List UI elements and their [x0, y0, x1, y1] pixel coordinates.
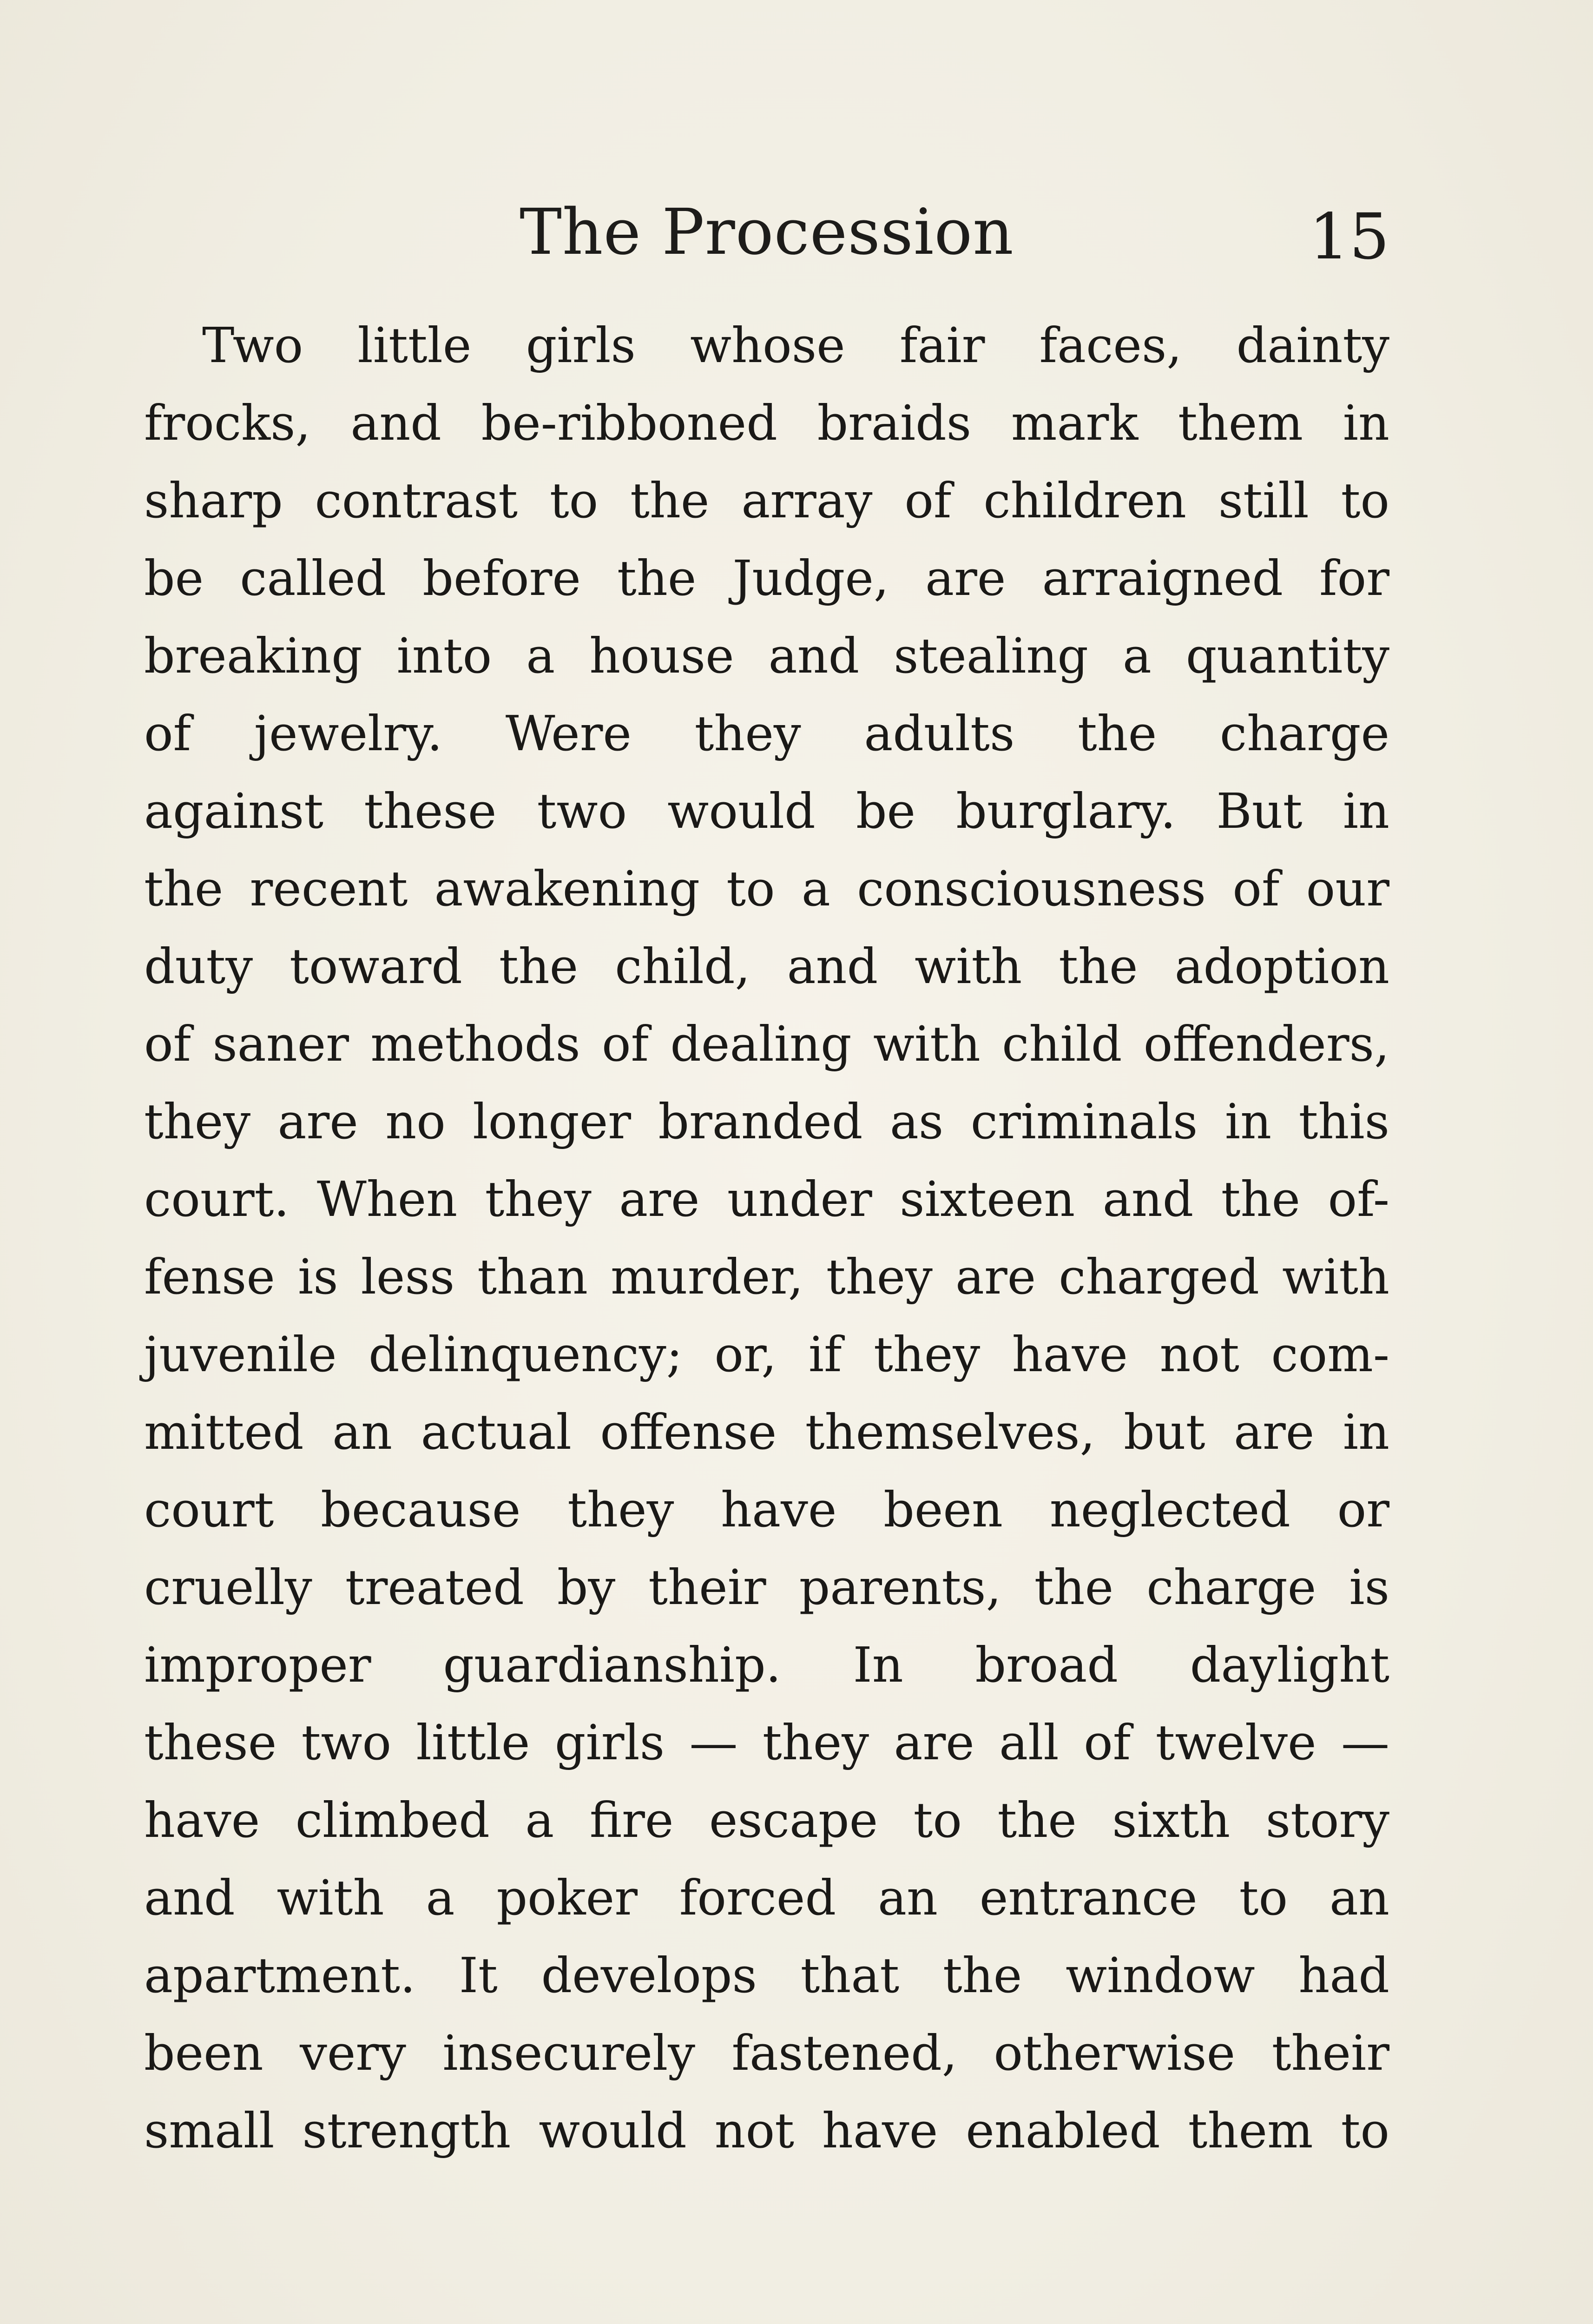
text-line: small strength would not have enabled them to: [144, 2102, 1389, 2159]
text-line: court because they have been neglected or: [144, 1481, 1389, 1538]
text-line: apartment. It develops that the window had: [144, 1947, 1389, 2004]
text-line: against these two would be burglary. But in: [144, 783, 1389, 839]
text-line: been very insecurely fastened, otherwise their: [144, 2025, 1389, 2081]
running-title: The Procession: [520, 196, 1014, 269]
text-line: fense is less than murder, they are charged with: [144, 1248, 1389, 1305]
text-line: improper guardianship. In broad daylight: [144, 1637, 1389, 1693]
text-line: sharp contrast to the array of children still to: [144, 472, 1389, 529]
text-line: of jewelry. Were they adults the charge: [144, 705, 1389, 762]
body-paragraph: [144, 307, 1389, 2170]
text-line: they are no longer branded as criminals in this: [144, 1093, 1389, 1150]
text-line: have climbed a fire escape to the sixth story: [144, 1792, 1389, 1849]
text-line: be called before the Judge, are arraigned for: [144, 550, 1389, 607]
running-head: [144, 191, 1389, 284]
text-line: juvenile delinquency; or, if they have not com-: [144, 1326, 1389, 1383]
text-line: frocks, and be-ribboned braids mark them in: [144, 395, 1389, 451]
text-line: and with a poker forced an entrance to an: [144, 1869, 1389, 1926]
text-line: breaking into a house and stealing a quantity: [144, 627, 1389, 684]
text-line: court. When they are under sixteen and the of-: [144, 1171, 1389, 1228]
text-line: the recent awakening to a consciousness of our: [144, 860, 1389, 917]
text-line: mitted an actual offense themselves, but are in: [144, 1404, 1389, 1460]
text-line: duty toward the child, and with the adoption: [144, 938, 1389, 995]
text-line: Two little girls whose fair faces, dainty: [202, 317, 1389, 374]
text-line: cruelly treated by their parents, the charge is: [144, 1559, 1389, 1616]
text-line: these two little girls — they are all of twelve —: [144, 1714, 1389, 1771]
page-number: 15: [1309, 200, 1389, 274]
text-line: of saner methods of dealing with child offenders,: [144, 1016, 1389, 1072]
